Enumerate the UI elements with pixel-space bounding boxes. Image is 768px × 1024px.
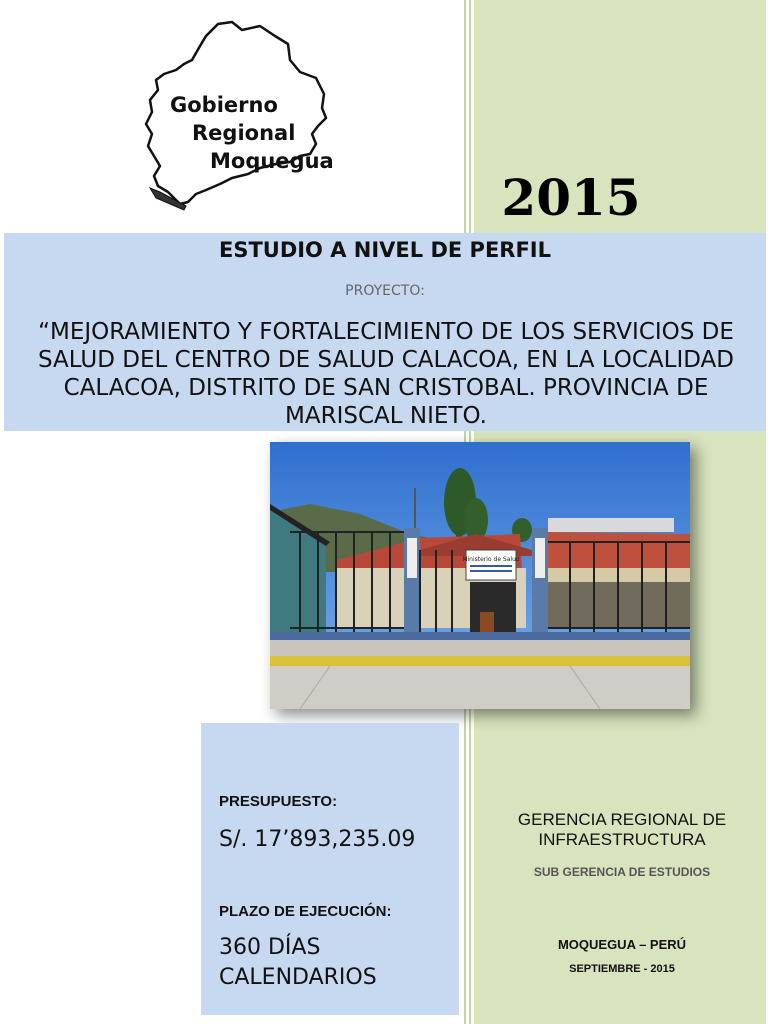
project-label: PROYECTO: [345, 283, 425, 299]
logo-line-3: Moquegua [210, 149, 334, 173]
logo-line-1: Gobierno [170, 93, 278, 117]
gobierno-regional-logo [140, 16, 370, 212]
budget-value: S/. 17’893,235.09 [219, 827, 416, 852]
term-value: 360 DÍAS CALENDARIOS [219, 935, 377, 990]
budget-label: PRESUPUESTO: [219, 793, 338, 810]
project-name: “MEJORAMIENTO Y FORTALECIMIENTO DE LOS SERVICIOS DE SALUD DEL CENTRO DE SALUD CALACOA, EN LA LOCALIDAD CALACOA, DISTRITO DE SAN CRISTOBAL. PROVINCIA DE MARISCAL NIETO. [38, 319, 734, 429]
photo-sign-text: Ministerio de Salud [462, 556, 520, 563]
logo-line-2: Regional [192, 121, 296, 145]
health-center-photo [270, 442, 690, 709]
gerencia-name: GERENCIA REGIONAL DE INFRAESTRUCTURA [517, 810, 727, 849]
health-center-illustration [270, 442, 690, 709]
sub-gerencia-name: SUB GERENCIA DE ESTUDIOS [533, 865, 711, 879]
term-label: PLAZO DE EJECUCIÓN: [219, 903, 392, 920]
location: MOQUEGUA – PERÚ [557, 937, 687, 952]
date: SEPTIEMBRE - 2015 [569, 963, 675, 975]
year-heading: 2015 [501, 168, 641, 227]
study-title: ESTUDIO A NIVEL DE PERFIL [218, 238, 552, 262]
